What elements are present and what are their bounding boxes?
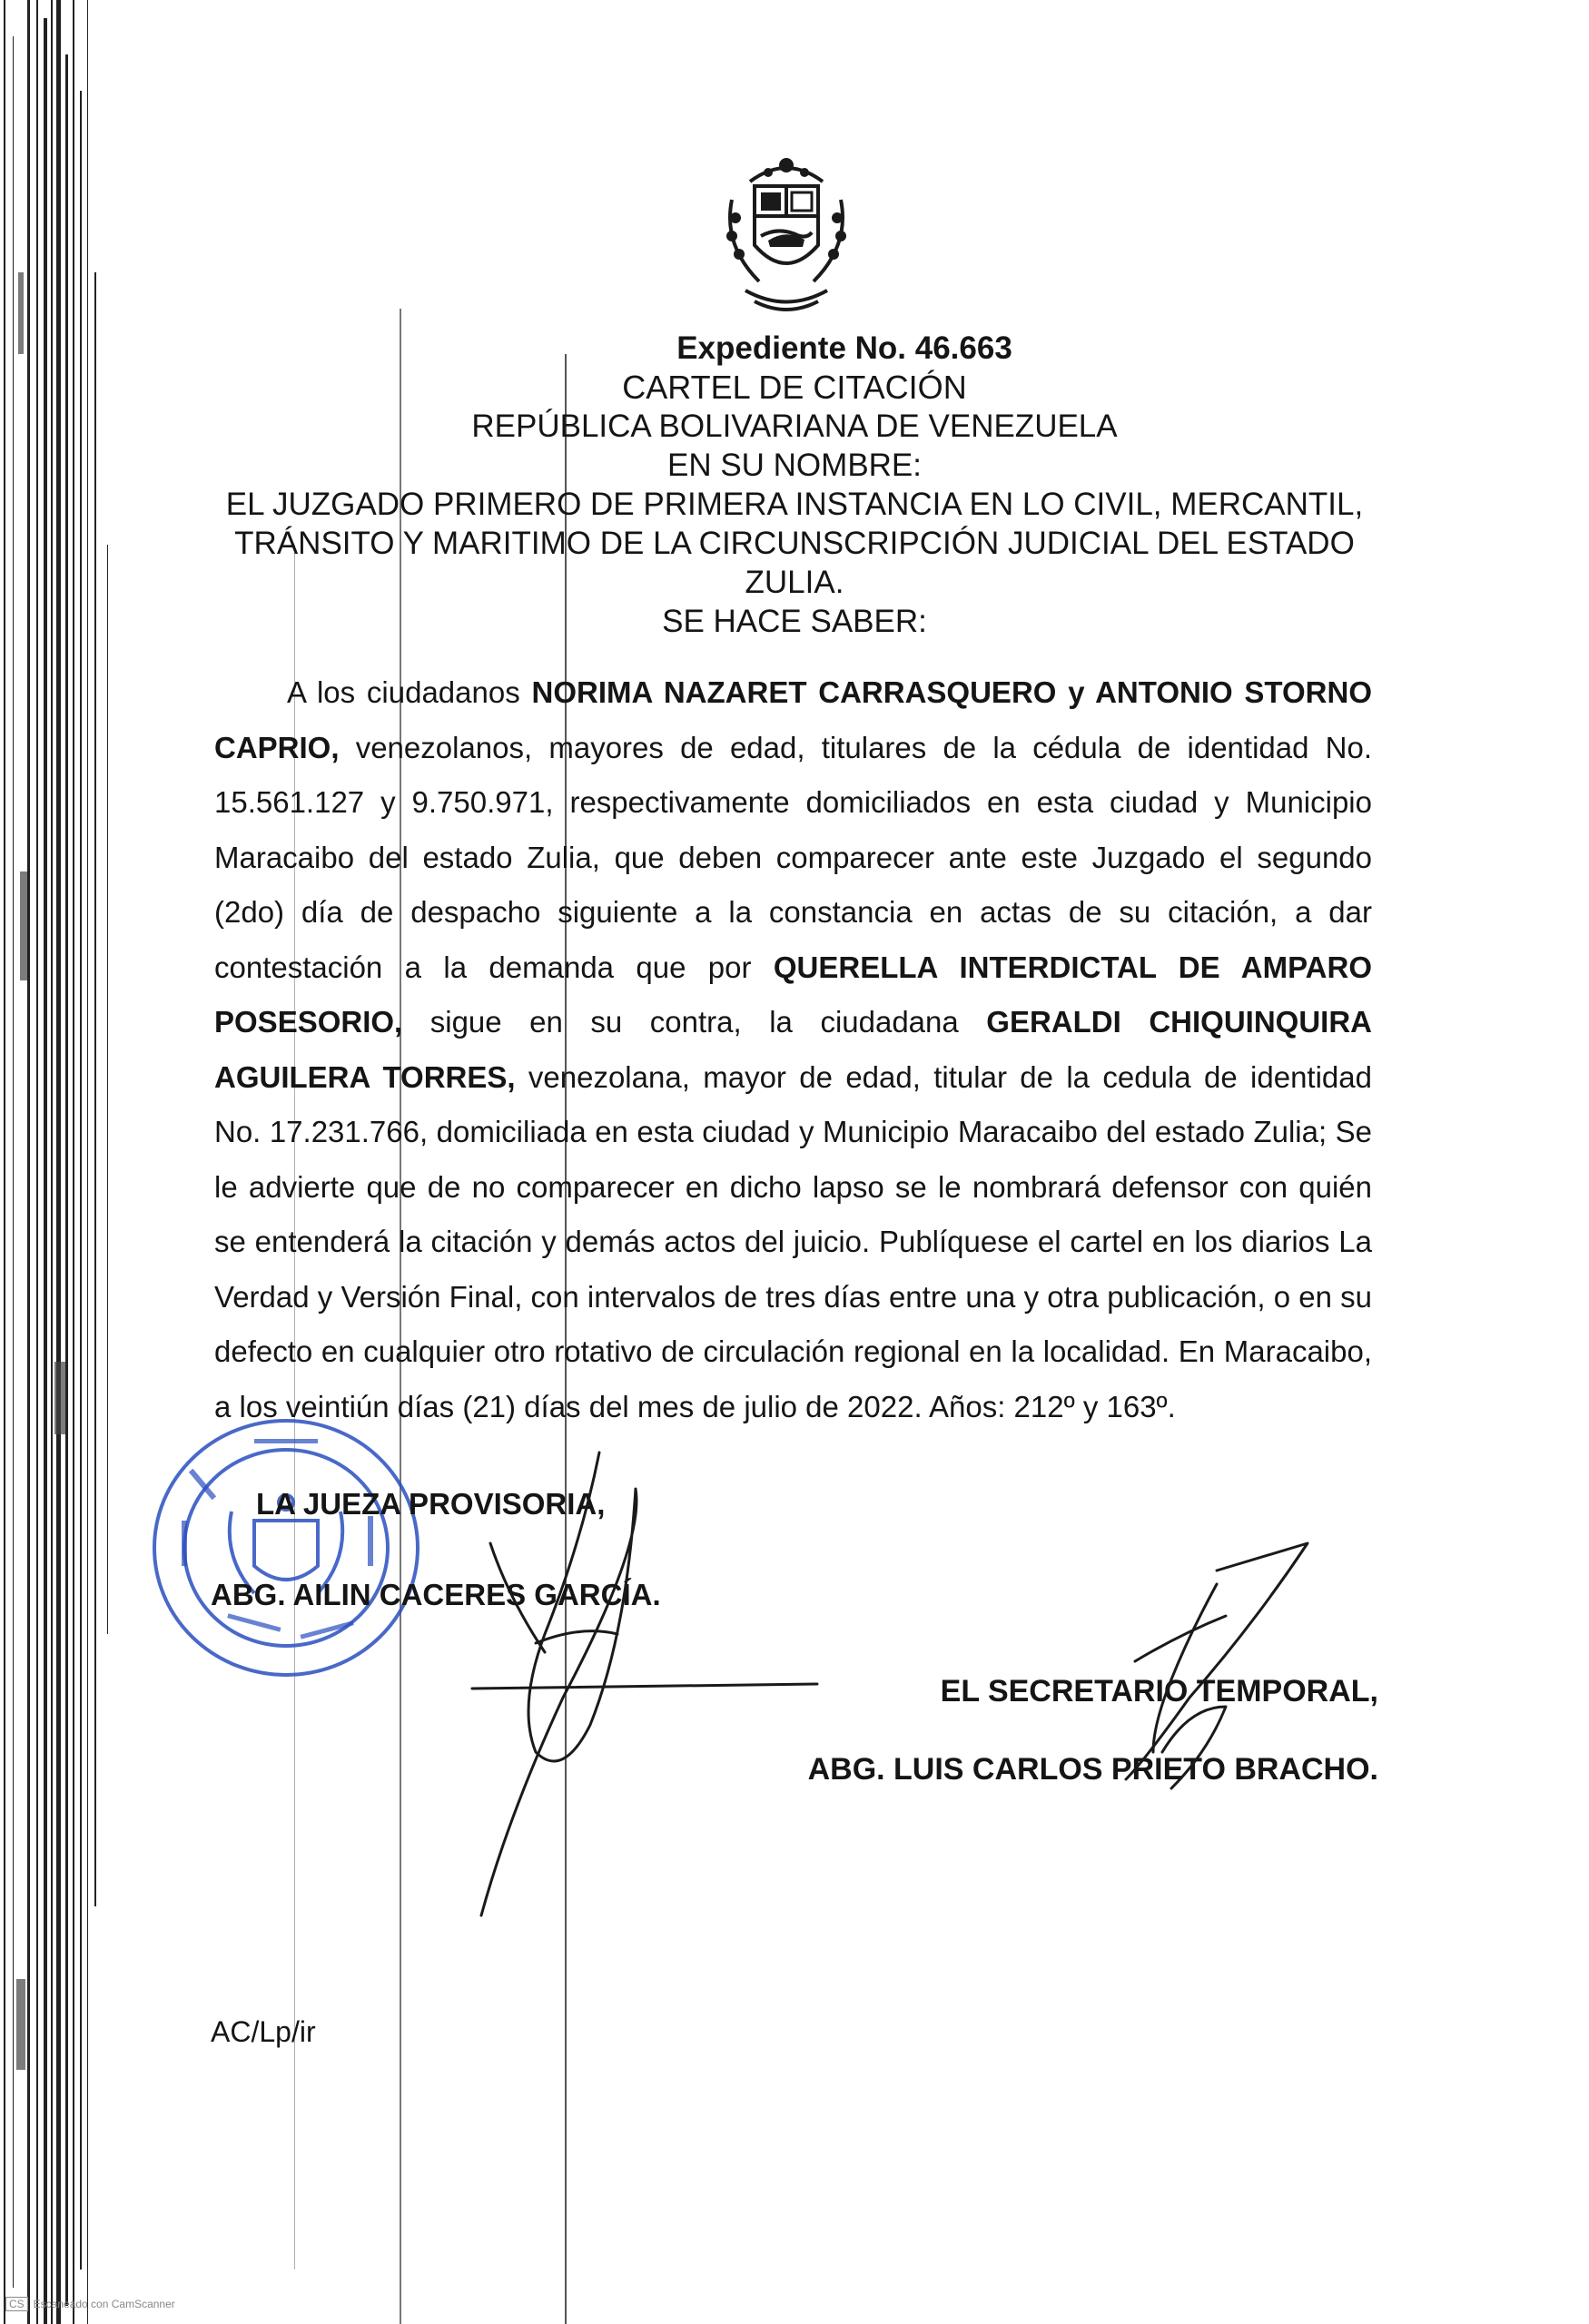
secretary-signature-block	[788, 1652, 1378, 1808]
body-paragraph	[214, 665, 1372, 1434]
scanner-watermark	[5, 2297, 175, 2311]
secretary-title: EL SECRETARIO TEMPORAL,	[940, 1674, 1378, 1709]
body-text-segment: sigue en su contra, la ciudadana	[402, 1005, 987, 1039]
header-line: EN SU NOMBRE:	[666, 448, 923, 483]
body-text-segment: venezolana, mayor de edad, titular de la cedula de identidad No. 17.231.766, domiciliada en esta ciudad y Municipio Maracaibo del estado Zulia; Se le advierte que de no comparecer en dicho lapso se le nombrará defensor con quién se entenderá la citación y demás actos del juicio. Publíquese el cartel en los diarios La Verdad y Versión Final, con intervalos de tres días entre una y otra publicación, o en su defecto en cualquier otro rotativo de circulación regional en la localidad. En Maracaibo, a los veintiún días (21) días del mes de julio de 2022. Años: 212º y 163º.	[214, 1059, 1372, 1423]
scanner-text: Escaneado con CamScanner	[33, 2298, 175, 2310]
header-line: REPÚBLICA BOLIVARIANA DE VENEZUELA	[471, 409, 1118, 444]
citation-body	[214, 665, 1372, 1434]
defendants-names: NORIMA NAZARET CARRASQUERO y ANTONIO STORNO CAPRIO,	[214, 675, 1372, 764]
document-title: CARTEL DE CITACIÓN	[622, 369, 967, 406]
header-line: ZULIA.	[745, 565, 844, 600]
header-line: TRÁNSITO Y MARITIMO DE LA CIRCUNSCRIPCIÓN JUDICIAL DEL ESTADO	[234, 526, 1355, 561]
scan-artifact-bars	[0, 0, 145, 2324]
typist-initials: AC/Lp/ir	[211, 2015, 316, 2048]
header-line: EL JUZGADO PRIMERO DE PRIMERA INSTANCIA EN LO CIVIL, MERCANTIL,	[225, 487, 1364, 522]
judge-name: ABG. AILIN CACERES GARCÍA.	[211, 1578, 661, 1611]
scanner-badge: CS	[5, 2297, 28, 2311]
judge-title: LA JUEZA PROVISORIA,	[256, 1487, 606, 1521]
plaintiff-name: GERALDI CHIQUINQUIRA AGUILERA TORRES,	[214, 1005, 1372, 1094]
case-number: Expediente No. 46.663	[676, 330, 1012, 366]
secretary-name: ABG. LUIS CARLOS PRIETO BRACHO.	[807, 1752, 1378, 1787]
header-line: SE HACE SABER:	[662, 604, 927, 639]
body-text-segment: venezolanos, mayores de edad, titulares de la cédula de identidad No. 15.561.127 y 9.750.971, respectivamente domiciliados en esta ciudad y Municipio Maracaibo del estado Zulia, que deben comparecer ante este Juzgado el segundo (2do) día de despacho siguiente a la constancia en actas de su citación, a dar contestación a la demanda que por	[214, 730, 1372, 984]
coat-of-arms-icon	[705, 145, 868, 318]
body-text-segment: A los ciudadanos	[287, 675, 532, 709]
document-header	[182, 329, 1407, 641]
claim-type: QUERELLA INTERDICTAL DE AMPARO POSESORIO,	[214, 950, 1373, 1039]
judge-signature-block	[211, 1487, 661, 1612]
